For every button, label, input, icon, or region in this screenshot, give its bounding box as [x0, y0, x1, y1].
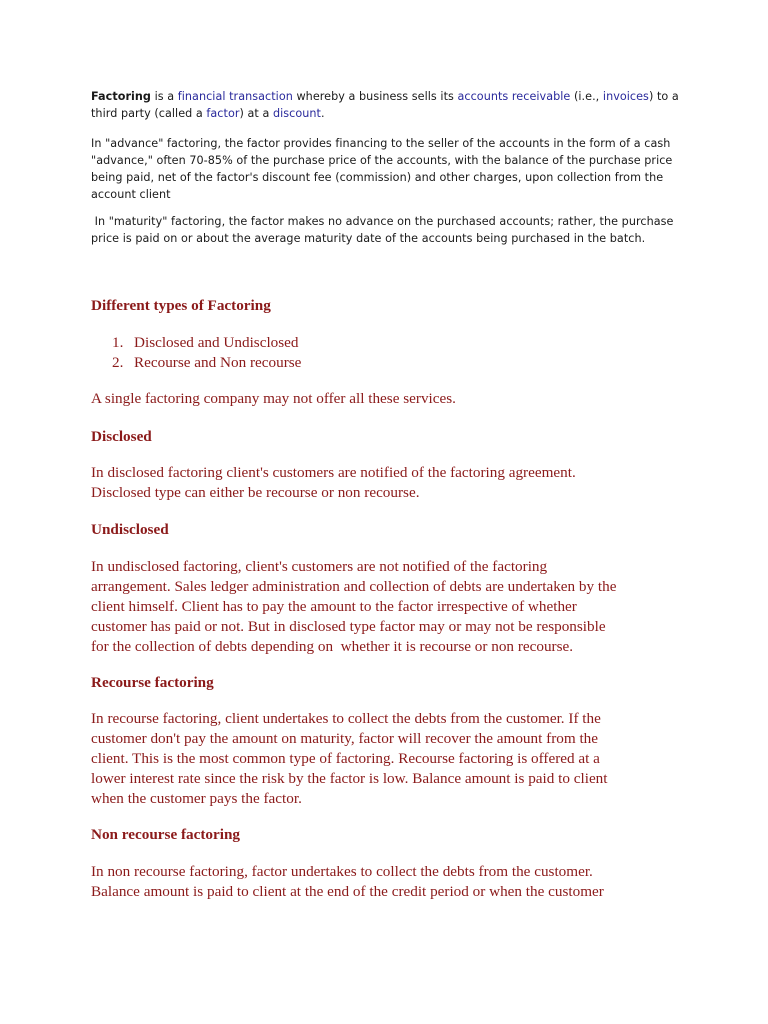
list-item: [91, 353, 301, 373]
undisclosed-paragraph: [91, 557, 691, 657]
intro-text-7: .: [320, 107, 325, 120]
text-line: In "maturity" factoring, the factor makes no advance on the purchased accounts; rather, the purchase: [91, 215, 674, 228]
link-factor[interactable]: factor: [206, 107, 240, 120]
text-line: for the collection of debts depending on whether it is recourse or non recourse.: [91, 638, 574, 655]
link-invoices[interactable]: invoices: [602, 90, 649, 103]
link-discount[interactable]: discount: [272, 107, 321, 120]
text-line: lower interest rate since the risk by the factor is low. Balance amount is paid to client: [91, 770, 608, 787]
nonrecourse-paragraph: [91, 862, 691, 902]
recourse-paragraph: [91, 709, 691, 809]
nonrecourse-heading: Non recourse factoring: [91, 826, 241, 843]
list-number: 2.: [112, 354, 124, 371]
text-line: In non recourse factoring, factor undertakes to collect the debts from the customer.: [91, 863, 593, 880]
text-line: In recourse factoring, client undertakes to collect the debts from the customer. If the: [91, 710, 601, 727]
text-line: being paid, net of the factor's discount fee (commission) and other charges, upon collection from the: [91, 171, 664, 184]
intro-text-5: third party (called a: [91, 107, 207, 120]
text-line: price is paid on or about the average maturity date of the accounts being purchased in the batch.: [91, 232, 646, 245]
list-item-label: Recourse and Non recourse: [134, 354, 302, 371]
undisclosed-heading: Undisclosed: [91, 521, 169, 538]
intro-text-2: whereby a business sells its: [292, 90, 458, 103]
intro-text-1: is a: [150, 90, 178, 103]
services-note: A single factoring company may not offer all these services.: [91, 390, 456, 407]
text-line: client. This is the most common type of factoring. Recourse factoring is offered at a: [91, 750, 600, 767]
types-list: [91, 333, 301, 373]
text-line: account client: [91, 188, 171, 201]
maturity-factoring-paragraph: [91, 213, 691, 247]
list-number: 1.: [112, 334, 124, 351]
recourse-heading: Recourse factoring: [91, 674, 214, 691]
text-line: In disclosed factoring client's customers are notified of the factoring agreement.: [91, 464, 576, 481]
text-line: "advance," often 70-85% of the purchase price of the accounts, with the balance of the purchase price: [91, 154, 673, 167]
link-accounts-receivable[interactable]: accounts receivable: [457, 90, 571, 103]
list-item: [91, 333, 301, 353]
text-line: client himself. Client has to pay the amount to the factor irrespective of whether: [91, 598, 577, 615]
intro-text-6: ) at a: [239, 107, 273, 120]
text-line: In undisclosed factoring, client's customers are not notified of the factoring: [91, 558, 548, 575]
intro-text-3: (i.e.,: [570, 90, 603, 103]
text-line: customer has paid or not. But in disclosed type factor may or may not be responsible: [91, 618, 606, 635]
list-item-label: Disclosed and Undisclosed: [134, 334, 299, 351]
text-line: arrangement. Sales ledger administration and collection of debts are undertaken by the: [91, 578, 617, 595]
text-line: Balance amount is paid to client at the end of the credit period or when the customer: [91, 883, 604, 900]
types-heading: Different types of Factoring: [91, 297, 271, 314]
text-line: when the customer pays the factor.: [91, 790, 302, 807]
disclosed-paragraph: [91, 463, 691, 503]
advance-factoring-paragraph: [91, 135, 691, 203]
text-line: Disclosed type can either be recourse or non recourse.: [91, 484, 420, 501]
factoring-term: Factoring: [91, 90, 151, 103]
link-financial-transaction[interactable]: financial transaction: [177, 90, 293, 103]
intro-paragraph: [91, 88, 691, 122]
text-line: In "advance" factoring, the factor provides financing to the seller of the accounts in the form of a cash: [91, 137, 671, 150]
disclosed-heading: Disclosed: [91, 428, 152, 445]
intro-text-4: ) to a: [648, 90, 679, 103]
text-line: customer don't pay the amount on maturity, factor will recover the amount from the: [91, 730, 599, 747]
